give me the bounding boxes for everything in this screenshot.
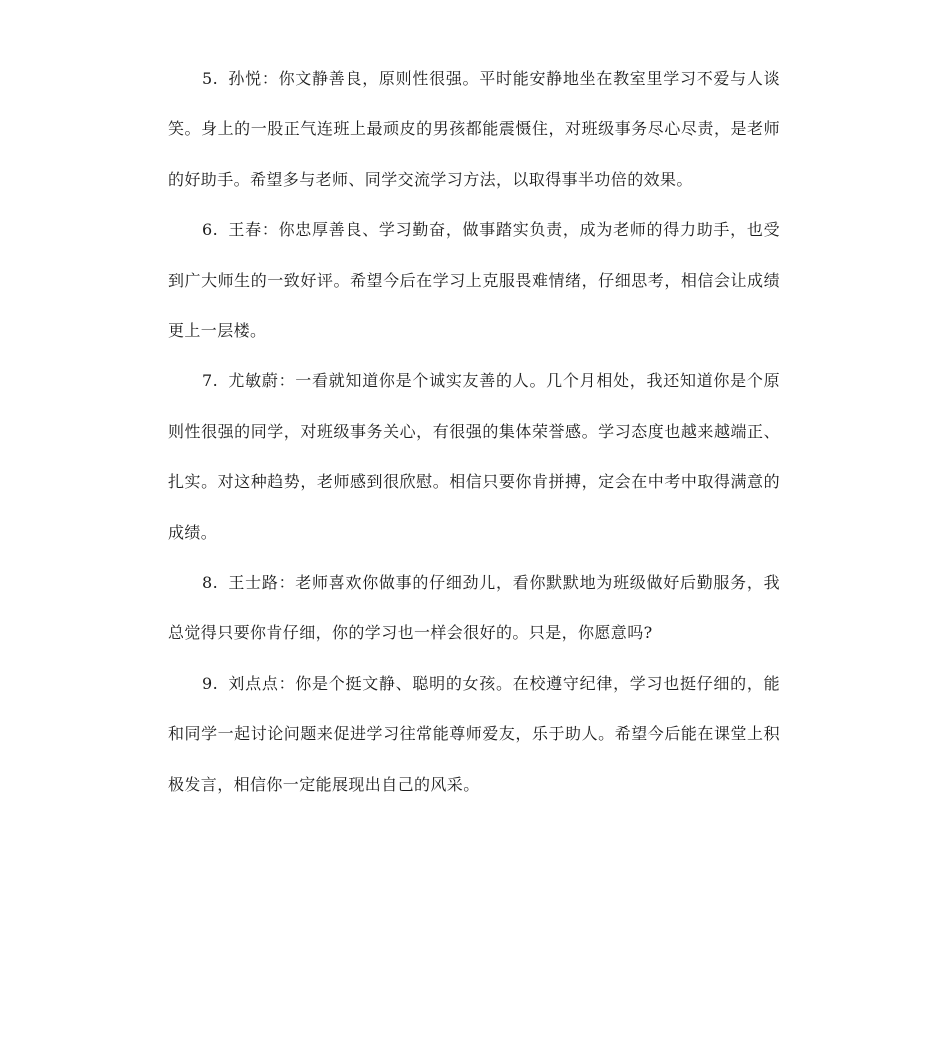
paragraph-number: 8. [202, 573, 219, 593]
comment-paragraph-9 [168, 659, 780, 810]
paragraph-number: 5. [202, 69, 219, 88]
comment-paragraph-5 [168, 54, 780, 205]
paragraph-text: 尤敏蔚：一看就知道你是个诚实友善的人。几个月相处，我还知道你是个原则性很强的同学，对班级事务关心，有很强的集体荣誉感。学习态度也越来越端正、扎实。对这种趋势，老师感到很欣慰。相信只要你肯拼搏，定会在中考中取得满意的成绩。 [168, 371, 780, 542]
document-body [168, 54, 780, 810]
comment-paragraph-8 [168, 558, 780, 659]
paragraph-text: 王士路：老师喜欢你做事的仔细劲儿，看你默默地为班级做好后勤服务，我总觉得只要你肯仔细，你的学习也一样会很好的。只是，你愿意吗? [168, 573, 780, 643]
comment-paragraph-6 [168, 205, 780, 356]
paragraph-number: 9. [202, 673, 219, 693]
comment-paragraph-7 [168, 356, 780, 558]
paragraph-text: 王春：你忠厚善良、学习勤奋，做事踏实负责，成为老师的得力助手，也受到广大师生的一致好评。希望今后在学习上克服畏难情绪，仔细思考，相信会让成绩更上一层楼。 [168, 220, 780, 341]
paragraph-text: 孙悦：你文静善良，原则性很强。平时能安静地坐在教室里学习不爱与人谈笑。身上的一股正气连班上最顽皮的男孩都能震慑住，对班级事务尽心尽责，是老师的好助手。希望多与老师、同学交流学习方法，以取得事半功倍的效果。 [168, 69, 780, 189]
paragraph-number: 7. [202, 371, 219, 391]
paragraph-number: 6. [202, 220, 219, 240]
paragraph-text: 刘点点：你是个挺文静、聪明的女孩。在校遵守纪律，学习也挺仔细的，能和同学一起讨论问题来促进学习往常能尊师爱友，乐于助人。希望今后能在课堂上积极发言，相信你一定能展现出自己的风采。 [168, 673, 780, 794]
